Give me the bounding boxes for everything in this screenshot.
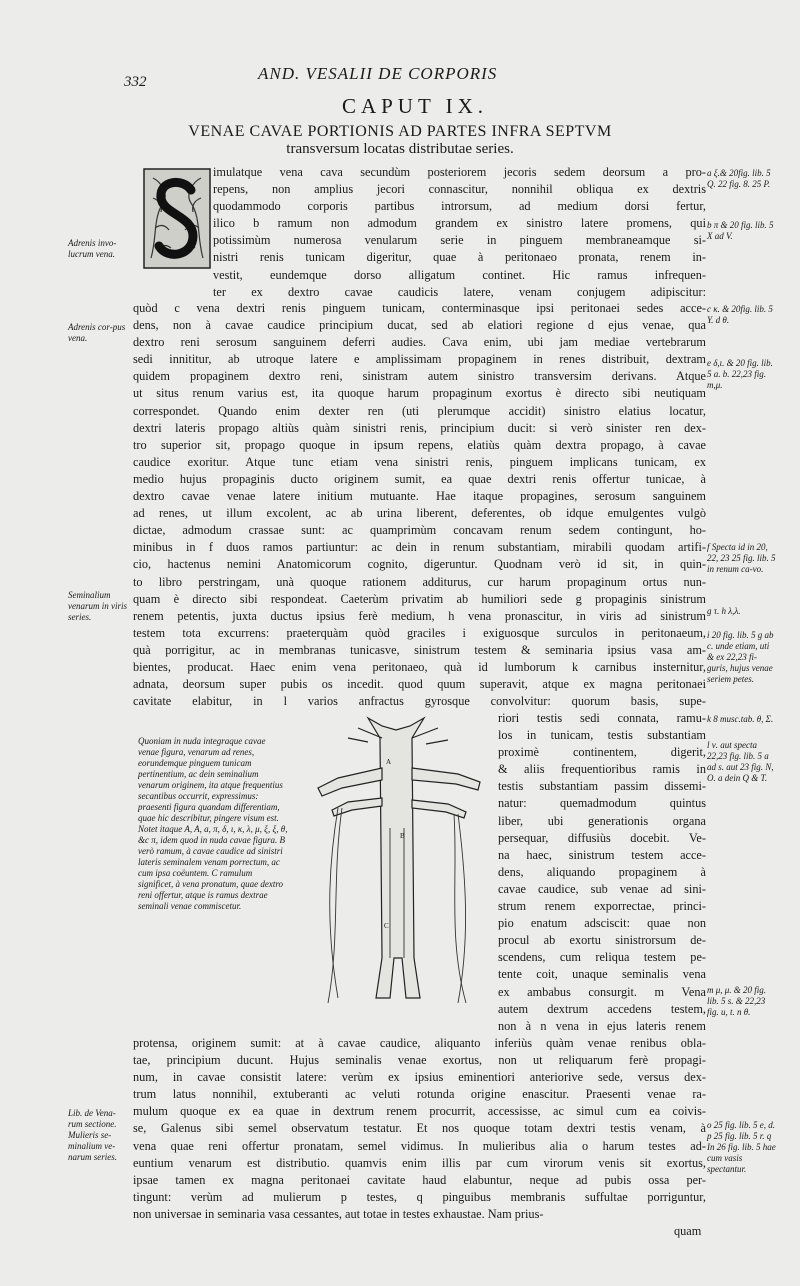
text-line: mulum quoque ex ea quae in dextrum renem procurrit, accessisse, ac simul cum ea coivis- (133, 1104, 706, 1119)
text-line: vestit, eundemque dorso alligatum continet. Hic ramus infrequen- (213, 267, 706, 282)
anatomical-figure-vena-cava (298, 708, 498, 1008)
margin-note-right-1: a ξ.& 20fig. lib. 5 Q. 22 fig. 8. 25 P. (707, 168, 771, 189)
chapter-heading: CAPUT IX. (341, 94, 489, 118)
margin-note-right-11: o 25 fig. lib. 5 e, d. p 25 fig. lib. 5 r. q In 26 fig. lib. 5 hae cum vasis spectantur. (707, 1120, 776, 1174)
figure-caption: Quoniam in nuda integraque cavae venae figura, venarum ad renes, eorundemque pinguem tunicam pertinentium, ac dein seminalium venarum originem, ita atque frequentius secantibus occurrit, expressimus: praesenti figura quandam differentiam, quae hic describitur, pingere visum est. Notet itaque A, A, a, π, δ, ι, κ, λ, μ, ξ, ξ, θ, &c π, idem quod in nuda cavae figura. B verò ramum, à cavae caudice ad sinistri lateris seminalem venam porrectum, ac cum ipsa coëuntem. C ramulum significet, à vena pronatum, quae dextro reni offertur, atque is ramus dextrae seminali venae commiscetur. (138, 736, 288, 911)
text-line: dens, non à cavae caudice principium ducat, sed ab elatiori regione d ejus venae, qua (133, 318, 706, 333)
margin-note-right-10: m μ, μ. & 20 fig. lib. 5 s. & 22,23 fig. u, t. n θ. (707, 985, 767, 1017)
chapter-title-line2: transversum locatas distributae series. (286, 141, 514, 157)
text-line: tro superior sit, propago quoque in ipsum repens, elatiùs quàm dextra propago, à cavae (133, 437, 706, 452)
text-line: liber, ubi generationis organa (498, 813, 706, 828)
text-block-bottom (133, 1035, 706, 1223)
text-line: quà porrigitur, ac in membranas tunicasve, sinistrum testem & seminaria ipsius vasa am- (133, 642, 706, 657)
text-line: cio, hactenus nemini Anatomicorum cognito, digeruntur. Quodnam verò id sit, in quin- (133, 557, 706, 572)
text-line: dictae, admodum crassae sunt: ac quamprimùm concavam renum sedem contingunt, ho- (133, 523, 706, 538)
svg-text:C: C (384, 922, 389, 930)
text-line: tae, principium ducunt. Hujus seminalis venae exortus, non ut reliquarum ferè propagi- (133, 1053, 706, 1068)
text-line: medio hujus propaginis ducto originem sumit, ea quae dextri renis offertur tunicae, à (133, 471, 706, 486)
text-line: vena quae reni offertur pronatam, semel vidimus. In mulieribus alia o harum testes ad- (133, 1138, 706, 1153)
text-line: los in tunicam, testis substantiam (498, 728, 706, 743)
text-line: cavae caudice, sub venae ad sini- (498, 881, 706, 896)
text-line: testem tota excurrens: praeterquàm quòd graciles i exiguosque surculos in peritonaeum, (133, 625, 706, 640)
text-line: na haec, sinistrum testem acce- (498, 847, 706, 862)
text-line: adnata, deorsum super pubis os incedit. quod quum superavit, atque ex magna peritonaei (133, 677, 706, 692)
margin-note-right-3: c κ. & 20fig. lib. 5 Y. d θ. (707, 304, 773, 325)
text-line: dextro cavae venae latere initium mutuante. Hae itaque propagines, serosum sanguinem (133, 489, 706, 504)
text-line: riori testis sedi connata, ramu- (498, 711, 706, 725)
text-line: protensa, originem sumit: at à cavae caudice, aliquanto inferiùs quàm venae renibus obla- (133, 1036, 706, 1050)
text-line: proximè continentem, digerit, (498, 745, 706, 760)
text-line: repens, non amplius jecori connascitur, nonnihil obliqua ex dextris (213, 182, 706, 197)
text-block-right-column (498, 710, 706, 1035)
margin-note-right-5: f Specta id in 20, 22, 23 25 fig. lib. 5 in renum ca-vo. (707, 542, 776, 574)
text-line: num, in cavae consistit latere: verùm ex ipsius eminentiori anteriorive sede, versus dex- (133, 1070, 706, 1085)
decorated-initial-s (143, 168, 211, 269)
text-line: quòd c vena dextri renis pinguem tunicam, conterminasque ipsi peritonaei sedes acce- (133, 301, 706, 315)
margin-note-right-7: i 20 fig. lib. 5 g ab c. unde etiam, uti & ex 22,23 fi-guris, hujus venae seriem petes. (707, 630, 774, 684)
text-line: euntium venarum est distributio. quamvis enim illis par cum virorum venis sit exortus, (133, 1155, 706, 1170)
running-head: AND. VESALII DE CORPORIS (258, 64, 498, 83)
text-line: quidem propaginem dextro reni, sinistram autem sinistro transversim derivans. Atque (133, 369, 706, 384)
text-line: sedi innititur, ab utroque latere e amplissimam propaginem in renes distribuit, dextram (133, 352, 706, 367)
text-line: ad renes, ut illum excolent, ac ab urina liberent, deferentes, ob idque emulgentes vulgò (133, 506, 706, 521)
margin-note-left-1: Adrenis invo-lucrum vena. (68, 238, 117, 259)
text-line: ex ambabus consurgit. m Vena (498, 984, 706, 999)
text-line: ut situs renum varius est, ita quoque harum propaginum exortus è directo sibi neutiquam (133, 386, 706, 401)
text-line: minibus in f duos ramos partiuntur: ac dein in renum substantiam, mirabili quodam artifi- (133, 540, 706, 555)
text-line: cavitate elabitur, in l varios anfractus gyrosque convolvitur: quorum basis, supe- (133, 694, 706, 709)
text-line: & aliis frequentioribus ramis in (498, 762, 706, 777)
svg-text:B: B (400, 832, 405, 840)
text-line: quodammodo corporis partibus introrsum, ad medium dorsi fertur, (213, 199, 706, 214)
text-line: trum latus nonnihil, extuberanti ac veluti rotunda origine enascitur. Praesenti venae ra- (133, 1087, 706, 1102)
chapter-title-line1: VENAE CAVAE PORTIONIS AD PARTES INFRA SEPTVM (188, 123, 612, 140)
text-line: non à n vena in ejus lateris renem (498, 1018, 706, 1033)
text-line: tingunt: verùm ad mulierum p testes, q pinguibus membranis suffultae porriguntur, (133, 1189, 706, 1204)
text-line: autem dextrum accedens testem, (498, 1001, 706, 1016)
text-line: correspondet. Quando enim dexter ren (uti plerumque accidit) sinistro elatius locatur, (133, 403, 706, 418)
margin-note-right-9: l ν. aut specta 22,23 fig. lib. 5 a ad s. aut 23 fig. N, O. a dein Q & T. (707, 740, 774, 783)
margin-note-left-4: Lib. de Vena-rum sectione. Mulieris se-minalium ve-narum series. (68, 1108, 117, 1162)
text-line: dextro reni serosum sanguinem deferri audies. Cava enim, ubi jam mediae vertebrarum (133, 335, 706, 350)
text-line: nistri renis tunicam digeritur, quae à peritonaeo pronata, renem in- (213, 250, 706, 265)
catchword: quam (674, 1224, 702, 1238)
margin-note-right-2: b π & 20 fig. lib. 5 X ad V. (707, 220, 774, 241)
text-line: persequar, diffusiùs docebit. Ve- (498, 830, 706, 845)
text-line: to libro perstringam, unà quoque rationem additurus, cur harum propaginum ortus nun- (133, 574, 706, 589)
text-line: scendens, cum reliqua testem pe- (498, 950, 706, 965)
margin-note-right-6: g τ. h λ,λ. (707, 606, 741, 616)
text-line: testis substantiam passim dissemi- (498, 779, 706, 794)
text-line: potissimùm numerosa venularum serie in pinguem membraneamque si- (213, 233, 706, 248)
text-line: dens, aliquando propaginem à (498, 864, 706, 879)
text-line: pio enatum adsciscit: quae non (498, 916, 706, 931)
margin-note-right-4: e δ,ι. & 20 fig. lib. 5 a. b. 22,23 fig. m,μ. (707, 358, 773, 390)
text-block-main (133, 300, 706, 710)
text-line: non universae in seminaria vasa cessantes, aut totae in testes exhaustae. Nam prius- (133, 1206, 544, 1221)
svg-text:A: A (386, 758, 392, 766)
text-line: renem petentis, juxta ductus ipsius ferè medium, h vena pronascitur, in viris ad sinistrum (133, 608, 706, 623)
text-line: se, Galenus sibi semel observatum testatur. Et nos quoque totam dextri testis venam, à (133, 1121, 706, 1136)
margin-note-left-2: Adrenis cor-pus vena. (68, 322, 126, 343)
text-line: dextri lateris propago altiùs quàm sinistri renis, principium ducit: si verò sinister ren dex- (133, 420, 706, 435)
text-line: tente coit, unaque seminalis vena (498, 967, 706, 982)
margin-note-right-8: k 8 musc.tab. θ, Σ. (707, 714, 774, 724)
text-line: procul ab exortu sinistrorsum de- (498, 933, 706, 948)
page-number: 332 (124, 74, 147, 90)
text-line: caudice exoritur. Atque tunc etiam vena sinistri renis, pinguem implicans tunicam, ex (133, 454, 706, 469)
text-line: bientes, producat. Haec enim vena peritonaeo, quà id lumborum k carnibus insternitur, (133, 659, 706, 674)
text-line: strum renem exporrectae, princi- (498, 899, 706, 914)
text-line: ter ex dextro cavae caudicis latere, venam conjugem adipiscitur: (213, 284, 706, 299)
text-block-top (213, 164, 706, 301)
margin-note-left-3: Seminalium venarum in viris series. (68, 590, 127, 622)
text-line: ipsae tamen ex magna peritonaei cavitate haud elabuntur, neque ad pubis ossa per- (133, 1172, 706, 1187)
text-line: natur: quemadmodum quintus (498, 796, 706, 811)
text-line: quam è directo sibi respondeat. Caeterùm privatim ab humiliori sede g propaginis sinistrum (133, 591, 706, 606)
text-line: imulatque vena cava secundùm posteriorem jecoris sedem deorsum a pro- (213, 165, 706, 179)
text-line: ilico b ramum non admodum grandem ex sinistro latere promens, qui (213, 216, 706, 231)
